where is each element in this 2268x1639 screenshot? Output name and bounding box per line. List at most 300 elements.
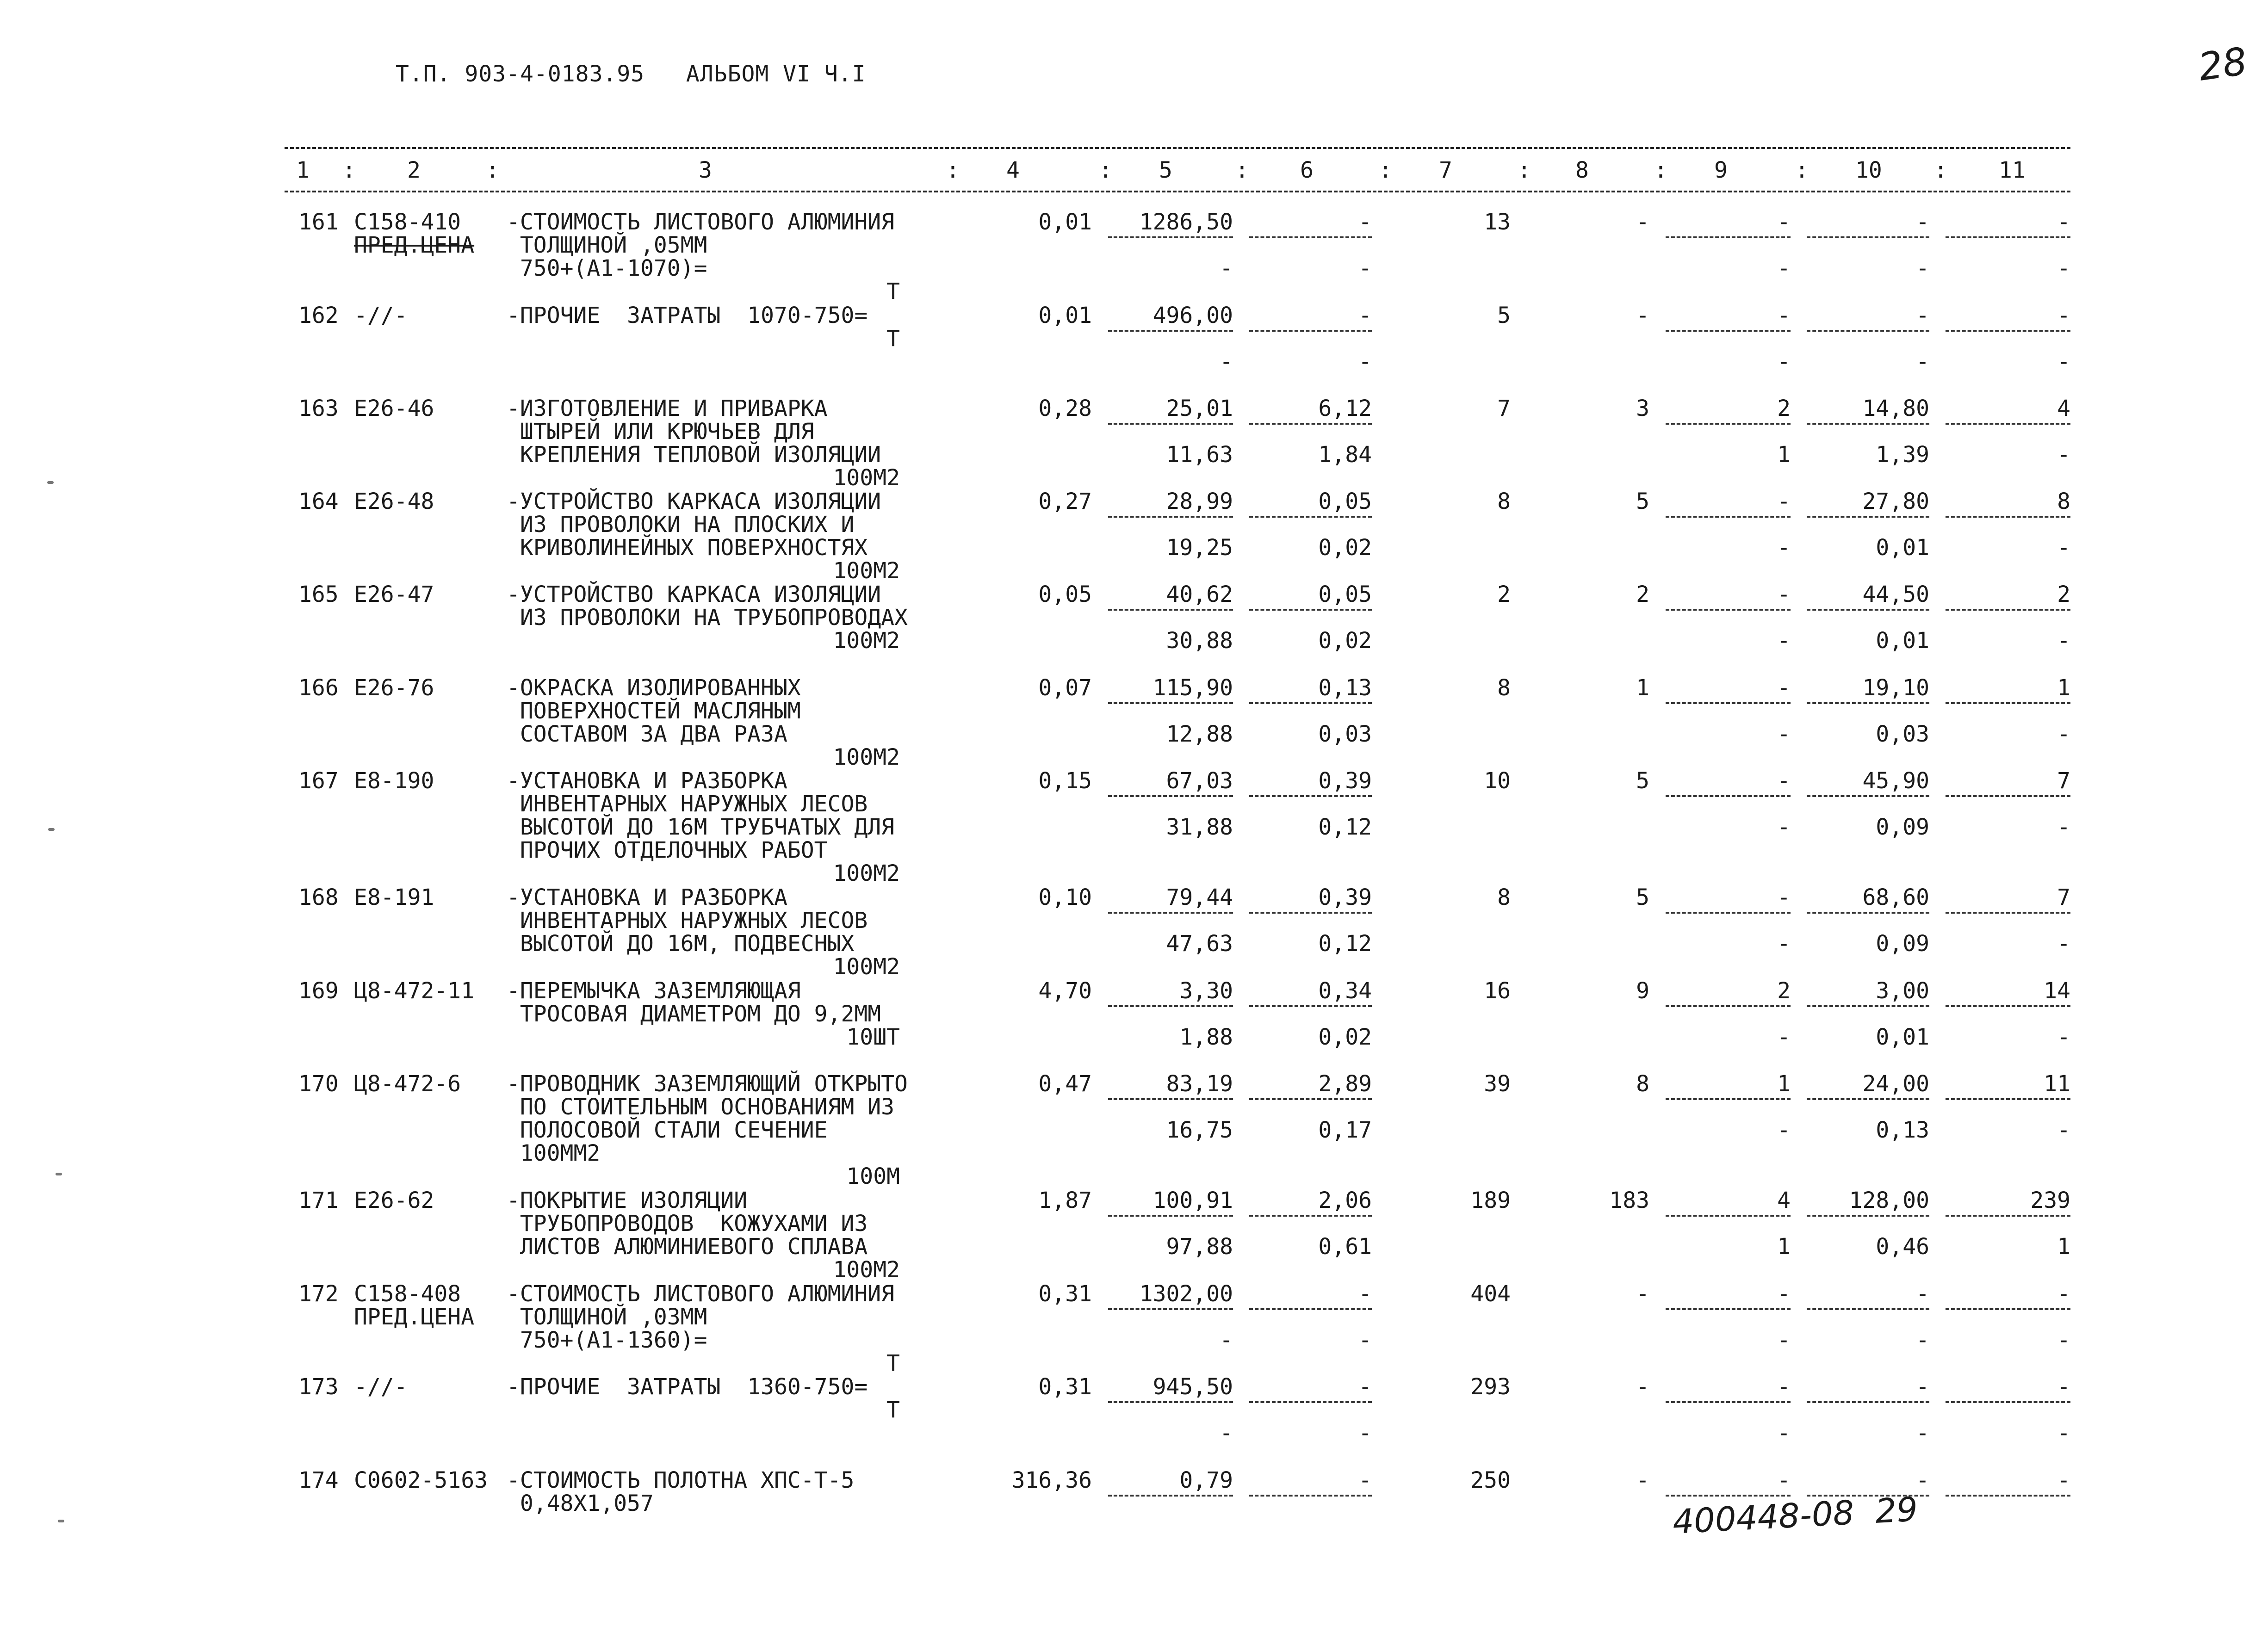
cell-qty: 4,70 [1038, 978, 1092, 1004]
cell-c9: - [1777, 1281, 1791, 1307]
row-unit: 100М2 [833, 628, 900, 654]
cell-divider [1807, 1005, 1929, 1007]
cell-c8: 5 [1636, 768, 1649, 794]
cell-c6: 2,06 [1318, 1188, 1372, 1213]
cell-divider [1249, 1098, 1372, 1100]
cell-c9: - [1777, 628, 1791, 654]
cell-divider [1666, 1308, 1791, 1310]
cell-qty: 0,05 [1038, 581, 1092, 607]
cell-c8: 183 [1609, 1188, 1649, 1213]
cell-c6: 0,05 [1318, 489, 1372, 514]
cell-c11: - [2057, 628, 2070, 654]
column-separator: : [946, 157, 960, 183]
cell-c10: 27,80 [1862, 489, 1929, 514]
column-number-3: 3 [699, 157, 712, 183]
cell-c10: 0,09 [1876, 931, 1929, 957]
column-separator: : [1795, 157, 1809, 183]
cell-c9: 1 [1777, 1234, 1791, 1260]
cell-c7: 189 [1470, 1188, 1511, 1213]
cell-c6: - [1358, 1467, 1372, 1493]
cell-qty: 0,15 [1038, 768, 1092, 794]
row-description-line: ПО СТОИТЕЛЬНЫМ ОСНОВАНИЯМ ИЗ [507, 1094, 895, 1120]
cell-c10: - [1916, 349, 1929, 375]
cell-c9: - [1777, 931, 1791, 957]
cell-c8: - [1636, 1281, 1649, 1307]
cell-c9: - [1777, 489, 1791, 514]
cell-divider [1249, 609, 1372, 611]
cell-c10: 1,39 [1876, 442, 1929, 468]
cell-c6: 0,13 [1318, 675, 1372, 701]
column-number-6: 6 [1300, 157, 1314, 183]
row-code: С0602-5163 [354, 1467, 488, 1493]
column-separator: : [1099, 157, 1112, 183]
cell-divider [1807, 1401, 1929, 1403]
cell-c9: - [1777, 303, 1791, 328]
row-description-line: ИЗ ПРОВОЛОКИ НА ТРУБОПРОВОДАХ [507, 605, 908, 631]
row-number: 163 [298, 396, 339, 421]
scan-speck [58, 1520, 64, 1522]
column-number-2: 2 [407, 157, 421, 183]
cell-divider [1249, 1308, 1372, 1310]
cell-divider [1807, 1098, 1929, 1100]
row-description-line: -УСТАНОВКА И РАЗБОРКА [507, 884, 787, 910]
column-number-9: 9 [1714, 157, 1728, 183]
row-unit: 10ШТ [846, 1024, 900, 1050]
cell-qty: 0,01 [1038, 303, 1092, 328]
cell-c11: - [2057, 721, 2070, 747]
cell-divider [1666, 516, 1791, 518]
cell-c7: 16 [1484, 978, 1511, 1004]
row-description-line: -СТОИМОСТЬ ЛИСТОВОГО АЛЮМИНИЯ [507, 1281, 895, 1307]
cell-divider [1666, 1495, 1791, 1497]
cell-divider [1807, 516, 1929, 518]
cell-c9: - [1777, 721, 1791, 747]
cell-divider [1807, 912, 1929, 914]
cell-divider [1946, 795, 2070, 797]
cell-divider [1666, 1098, 1791, 1100]
cell-c8: 9 [1636, 978, 1649, 1004]
cell-c5: 945,50 [1153, 1374, 1233, 1400]
cell-c11: 239 [2030, 1188, 2070, 1213]
cell-c5: 31,88 [1166, 814, 1233, 840]
cell-c11: 7 [2057, 768, 2070, 794]
table-top-rule [285, 147, 2070, 149]
cell-c10: 19,10 [1862, 675, 1929, 701]
cell-divider [1807, 1215, 1929, 1217]
column-separator: : [1934, 157, 1947, 183]
column-number-5: 5 [1159, 157, 1172, 183]
cell-c6: - [1358, 349, 1372, 375]
row-code: ПРЕД.ЦЕНА [354, 232, 475, 258]
cell-c11: - [2057, 1281, 2070, 1307]
cell-divider [1666, 236, 1791, 238]
cell-c6: 0,61 [1318, 1234, 1372, 1260]
cell-c9: - [1777, 209, 1791, 235]
cell-c10: 0,01 [1876, 535, 1929, 561]
cell-divider [1249, 1495, 1372, 1497]
cell-c6: 0,02 [1318, 628, 1372, 654]
column-separator: : [1518, 157, 1531, 183]
cell-c5: 12,88 [1166, 721, 1233, 747]
cell-c9: - [1777, 1117, 1791, 1143]
column-number-8: 8 [1575, 157, 1589, 183]
cell-c11: - [2057, 209, 2070, 235]
cell-divider [1249, 912, 1372, 914]
cell-c6: - [1358, 1281, 1372, 1307]
cell-c7: 10 [1484, 768, 1511, 794]
cell-c6: 0,12 [1318, 931, 1372, 957]
cell-qty: 0,31 [1038, 1281, 1092, 1307]
cell-c11: - [2057, 442, 2070, 468]
row-description-line: ПОЛОСОВОЙ СТАЛИ СЕЧЕНИЕ [507, 1117, 828, 1143]
row-description-line: ВЫСОТОЙ ДО 16М ТРУБЧАТЫХ ДЛЯ [507, 814, 895, 840]
cell-c6: - [1358, 303, 1372, 328]
cell-c6: - [1358, 1327, 1372, 1353]
row-unit: Т [886, 1397, 900, 1423]
row-description-line: 100ММ2 [507, 1140, 601, 1166]
cell-c6: - [1358, 1420, 1372, 1446]
row-number: 169 [298, 978, 339, 1004]
cell-c11: 8 [2057, 489, 2070, 514]
row-number: 166 [298, 675, 339, 701]
row-description-line: -СТОИМОСТЬ ПОЛОТНА ХПС-Т-5 [507, 1467, 855, 1493]
cell-divider [1249, 423, 1372, 425]
cell-divider [1946, 1005, 2070, 1007]
column-number-7: 7 [1439, 157, 1452, 183]
cell-c6: - [1358, 255, 1372, 281]
cell-c11: 11 [2044, 1071, 2070, 1097]
row-description-line: ТРУБОПРОВОДОВ КОЖУХАМИ ИЗ [507, 1211, 868, 1237]
cell-c11: - [2057, 1420, 2070, 1446]
cell-divider [1807, 702, 1929, 704]
cell-qty: 0,28 [1038, 396, 1092, 421]
cell-c9: - [1777, 814, 1791, 840]
cell-qty: 0,01 [1038, 209, 1092, 235]
row-code: ПРЕД.ЦЕНА [354, 1304, 475, 1330]
row-code: Ц8-472-6 [354, 1071, 461, 1097]
row-number: 168 [298, 884, 339, 910]
cell-divider [1108, 1308, 1233, 1310]
cell-c8: - [1636, 303, 1649, 328]
row-description-line: ИЗ ПРОВОЛОКИ НА ПЛОСКИХ И [507, 512, 855, 538]
row-description-line: ИНВЕНТАРНЫХ НАРУЖНЫХ ЛЕСОВ [507, 908, 868, 934]
cell-divider [1807, 423, 1929, 425]
cell-c9: - [1777, 535, 1791, 561]
cell-c9: - [1777, 1420, 1791, 1446]
cell-c5: - [1220, 349, 1233, 375]
cell-divider [1666, 912, 1791, 914]
row-unit: 100М2 [833, 860, 900, 886]
cell-c5: 67,03 [1166, 768, 1233, 794]
scan-speck [47, 481, 54, 484]
cell-c5: 47,63 [1166, 931, 1233, 957]
cell-c8: - [1636, 1467, 1649, 1493]
cell-c10: 128,00 [1849, 1188, 1929, 1213]
cell-divider [1946, 236, 2070, 238]
cell-c9: 2 [1777, 978, 1791, 1004]
cell-c5: 30,88 [1166, 628, 1233, 654]
cell-divider [1946, 516, 2070, 518]
cell-c10: - [1916, 303, 1929, 328]
cell-c11: - [2057, 1327, 2070, 1353]
row-number: 174 [298, 1467, 339, 1493]
cell-divider [1666, 1005, 1791, 1007]
cell-c5: 11,63 [1166, 442, 1233, 468]
row-description-line: ИНВЕНТАРНЫХ НАРУЖНЫХ ЛЕСОВ [507, 791, 868, 817]
cell-divider [1946, 1098, 2070, 1100]
cell-divider [1807, 795, 1929, 797]
row-number: 173 [298, 1374, 339, 1400]
cell-c11: - [2057, 349, 2070, 375]
cell-c8: 5 [1636, 884, 1649, 910]
cell-c10: 0,46 [1876, 1234, 1929, 1260]
cell-c8: 8 [1636, 1071, 1649, 1097]
cell-c5: - [1220, 1327, 1233, 1353]
cell-divider [1946, 912, 2070, 914]
column-number-1: 1 [296, 157, 310, 183]
cell-divider [1108, 1495, 1233, 1497]
row-number: 167 [298, 768, 339, 794]
page-number: 28 [2195, 39, 2250, 90]
row-description-line: ТОЛЩИНОЙ ,03ММ [507, 1304, 707, 1330]
cell-c9: - [1777, 1467, 1791, 1493]
cell-c9: - [1777, 1327, 1791, 1353]
cell-divider [1249, 1401, 1372, 1403]
cell-c11: 7 [2057, 884, 2070, 910]
row-code: С158-410 [354, 209, 461, 235]
cell-c11: - [2057, 1117, 2070, 1143]
cell-qty: 1,87 [1038, 1188, 1092, 1213]
row-code: Ц8-472-11 [354, 978, 475, 1004]
cell-c10: 44,50 [1862, 581, 1929, 607]
cell-c11: - [2057, 303, 2070, 328]
cell-c6: 1,84 [1318, 442, 1372, 468]
column-separator: : [1235, 157, 1249, 183]
row-code: Е8-190 [354, 768, 434, 794]
cell-divider [1666, 1215, 1791, 1217]
cell-c8: 1 [1636, 675, 1649, 701]
cell-c9: 1 [1777, 1071, 1791, 1097]
row-unit: 100М2 [833, 465, 900, 491]
row-description-line: ТРОСОВАЯ ДИАМЕТРОМ ДО 9,2ММ [507, 1001, 881, 1027]
cell-c5: 25,01 [1166, 396, 1233, 421]
row-description-line: 0,48Х1,057 [507, 1491, 654, 1516]
table-header-rule [285, 191, 2070, 192]
cell-c11: - [2057, 535, 2070, 561]
cell-c11: 1 [2057, 675, 2070, 701]
cell-c5: 496,00 [1153, 303, 1233, 328]
cell-c7: 5 [1497, 303, 1511, 328]
cell-divider [1249, 516, 1372, 518]
cell-c5: - [1220, 255, 1233, 281]
cell-c6: - [1358, 1374, 1372, 1400]
column-separator: : [1379, 157, 1392, 183]
cell-c6: 6,12 [1318, 396, 1372, 421]
cell-c10: - [1916, 1327, 1929, 1353]
cell-divider [1108, 236, 1233, 238]
row-description-line: -УСТРОЙСТВО КАРКАСА ИЗОЛЯЦИИ [507, 581, 881, 607]
column-number-11: 11 [1999, 157, 2026, 183]
cell-c9: - [1777, 768, 1791, 794]
cell-c9: - [1777, 884, 1791, 910]
cell-c6: - [1358, 209, 1372, 235]
row-unit: Т [886, 278, 900, 304]
cell-divider [1108, 702, 1233, 704]
cell-divider [1108, 423, 1233, 425]
row-description-line: ПОВЕРХНОСТЕЙ МАСЛЯНЫМ [507, 698, 801, 724]
cell-c9: - [1777, 255, 1791, 281]
cell-divider [1108, 1215, 1233, 1217]
column-separator: : [486, 157, 499, 183]
cell-divider [1249, 795, 1372, 797]
row-number: 172 [298, 1281, 339, 1307]
cell-divider [1946, 702, 2070, 704]
row-number: 171 [298, 1188, 339, 1213]
cell-c10: 0,01 [1876, 1024, 1929, 1050]
row-description-line: -ОКРАСКА ИЗОЛИРОВАННЫХ [507, 675, 801, 701]
row-number: 165 [298, 581, 339, 607]
cell-c9: - [1777, 675, 1791, 701]
cell-c10: - [1916, 255, 1929, 281]
row-code: Е26-48 [354, 489, 434, 514]
cell-qty: 0,47 [1038, 1071, 1092, 1097]
cell-divider [1946, 423, 2070, 425]
cell-divider [1666, 423, 1791, 425]
row-description-line: ПРОЧИХ ОТДЕЛОЧНЫХ РАБОТ [507, 837, 828, 863]
row-description-line: -ПРОЧИЕ ЗАТРАТЫ 1070-750= [507, 303, 868, 328]
cell-qty: 0,07 [1038, 675, 1092, 701]
cell-divider [1249, 330, 1372, 332]
cell-c10: 3,00 [1876, 978, 1929, 1004]
row-code: Е26-47 [354, 581, 434, 607]
cell-c7: 8 [1497, 675, 1511, 701]
row-description-line: КРИВОЛИНЕЙНЫХ ПОВЕРХНОСТЯХ [507, 535, 868, 561]
row-number: 170 [298, 1071, 339, 1097]
cell-c6: 0,17 [1318, 1117, 1372, 1143]
cell-divider [1946, 1401, 2070, 1403]
cell-divider [1946, 1215, 2070, 1217]
cell-c5: 1,88 [1179, 1024, 1233, 1050]
row-description-line: -СТОИМОСТЬ ЛИСТОВОГО АЛЮМИНИЯ [507, 209, 895, 235]
cell-c7: 2 [1497, 581, 1511, 607]
row-code: -//- [354, 1374, 408, 1400]
row-description-line: -ПЕРЕМЫЧКА ЗАЗЕМЛЯЮЩАЯ [507, 978, 801, 1004]
cell-divider [1249, 236, 1372, 238]
cell-divider [1249, 1005, 1372, 1007]
cell-c5: 19,25 [1166, 535, 1233, 561]
cell-c7: 8 [1497, 884, 1511, 910]
cell-c6: 2,89 [1318, 1071, 1372, 1097]
row-description-line: -УСТРОЙСТВО КАРКАСА ИЗОЛЯЦИИ [507, 489, 881, 514]
cell-c10: 68,60 [1862, 884, 1929, 910]
cell-divider [1108, 1005, 1233, 1007]
row-description-line: -ПРОВОДНИК ЗАЗЕМЛЯЮЩИЙ ОТКРЫТО [507, 1071, 908, 1097]
cell-divider [1108, 609, 1233, 611]
cell-c10: - [1916, 1467, 1929, 1493]
cell-c7: 250 [1470, 1467, 1511, 1493]
cell-c11: 1 [2057, 1234, 2070, 1260]
column-separator: : [1654, 157, 1667, 183]
cell-c11: 4 [2057, 396, 2070, 421]
row-unit: 100М2 [833, 954, 900, 980]
cell-c9: - [1777, 1374, 1791, 1400]
cell-divider [1946, 609, 2070, 611]
cell-c5: 16,75 [1166, 1117, 1233, 1143]
column-number-4: 4 [1006, 157, 1020, 183]
stamp-page: 29 [1874, 1490, 1919, 1531]
row-code: С158-408 [354, 1281, 461, 1307]
cell-c6: 0,02 [1318, 535, 1372, 561]
cell-c6: 0,02 [1318, 1024, 1372, 1050]
cell-c6: 0,05 [1318, 581, 1372, 607]
cell-c11: - [2057, 1467, 2070, 1493]
cell-c7: 293 [1470, 1374, 1511, 1400]
handwritten-stamp [1672, 1490, 1919, 1541]
cell-c8: - [1636, 209, 1649, 235]
cell-c5: 115,90 [1153, 675, 1233, 701]
row-description-line: ЛИСТОВ АЛЮМИНИЕВОГО СПЛАВА [507, 1234, 868, 1260]
cell-divider [1108, 912, 1233, 914]
cell-divider [1108, 1401, 1233, 1403]
row-description-line: КРЕПЛЕНИЯ ТЕПЛОВОЙ ИЗОЛЯЦИИ [507, 442, 881, 468]
cell-c11: - [2057, 255, 2070, 281]
cell-c5: 100,91 [1153, 1188, 1233, 1213]
cell-qty: 0,31 [1038, 1374, 1092, 1400]
row-description-line: СОСТАВОМ ЗА ДВА РАЗА [507, 721, 787, 747]
row-description-line: -ПОКРЫТИЕ ИЗОЛЯЦИИ [507, 1188, 748, 1213]
cell-c11: - [2057, 1374, 2070, 1400]
document-header: Т.П. 903-4-0183.95 АЛЬБОМ VI Ч.I [396, 61, 866, 87]
cell-c9: - [1777, 349, 1791, 375]
row-unit: Т [886, 326, 900, 352]
cell-divider [1807, 330, 1929, 332]
cell-divider [1807, 236, 1929, 238]
cell-c11: - [2057, 1024, 2070, 1050]
cell-c10: 24,00 [1862, 1071, 1929, 1097]
cell-c5: 0,79 [1179, 1467, 1233, 1493]
cell-c9: - [1777, 1024, 1791, 1050]
cell-divider [1249, 1215, 1372, 1217]
cell-qty: 316,36 [1011, 1467, 1092, 1493]
cell-c6: 0,39 [1318, 884, 1372, 910]
column-number-10: 10 [1855, 157, 1882, 183]
cell-divider [1666, 1401, 1791, 1403]
row-description-line: -УСТАНОВКА И РАЗБОРКА [507, 768, 787, 794]
row-description-line: ВЫСОТОЙ ДО 16М, ПОДВЕСНЫХ [507, 931, 855, 957]
row-code: Е26-62 [354, 1188, 434, 1213]
row-number: 164 [298, 489, 339, 514]
cell-qty: 0,27 [1038, 489, 1092, 514]
cell-c7: 39 [1484, 1071, 1511, 1097]
cell-c10: 0,01 [1876, 628, 1929, 654]
cell-c5: 97,88 [1166, 1234, 1233, 1260]
cell-c6: 0,34 [1318, 978, 1372, 1004]
cell-divider [1807, 609, 1929, 611]
cell-divider [1666, 330, 1791, 332]
cell-c9: 1 [1777, 442, 1791, 468]
scan-speck [48, 828, 55, 831]
cell-c7: 404 [1470, 1281, 1511, 1307]
cell-c10: 0,03 [1876, 721, 1929, 747]
cell-c10: 45,90 [1862, 768, 1929, 794]
cell-c11: - [2057, 931, 2070, 957]
cell-qty: 0,10 [1038, 884, 1092, 910]
cell-c10: - [1916, 1374, 1929, 1400]
cell-c10: - [1916, 1420, 1929, 1446]
cell-c6: 0,39 [1318, 768, 1372, 794]
row-description-line: -ИЗГОТОВЛЕНИЕ И ПРИВАРКА [507, 396, 828, 421]
cell-c8: 2 [1636, 581, 1649, 607]
